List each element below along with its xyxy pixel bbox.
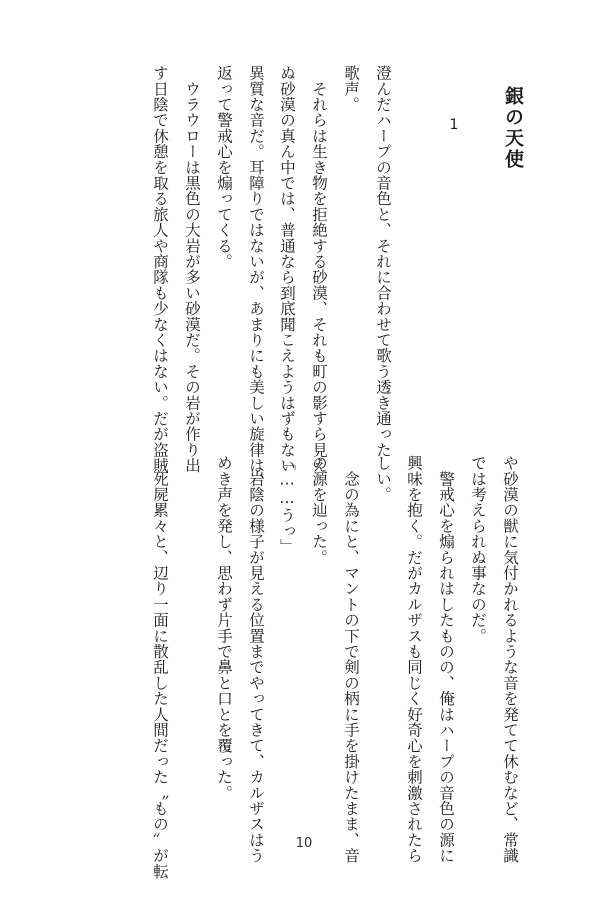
text-line-bottom-2: では考えられぬ事なのだ。	[469, 455, 487, 644]
text-line-top-4: ぬ砂漠の真ん中では、普通なら到底聞こえようはずもない	[278, 65, 296, 474]
page-title: 銀の天使	[502, 86, 524, 170]
text-line-bottom-7: の源を辿った。	[310, 455, 328, 565]
text-line-bottom-10: めき声を発し、思わず片手で鼻と口とを覆った。	[215, 455, 233, 801]
text-line-top-3: それらは生き物を拒絶する砂漠、それも町の影すら見え	[310, 65, 328, 474]
text-line-bottom-3: 警戒心を煽られはしたものの、俺はハープの音色の源に	[437, 455, 455, 864]
text-line-top-5: 異質な音だ。耳障りではないが、あまりにも美しい旋律は、	[247, 65, 265, 489]
text-line-top-8: す日陰で休憩を取る旅人や商隊も少なくはない。だが盗賊	[151, 65, 169, 474]
text-line-bottom-8: 「……うっ」	[278, 455, 296, 555]
text-line-bottom-6: 念の為にと、マントの下で剣の柄に手を掛けたまま、音	[342, 455, 360, 864]
text-line-bottom-11: 死屍累々と、辺り一面に散乱した人間だった〝もの〟が転	[151, 455, 169, 879]
text-line-top-7: ウラウローは黒色の大岩が多い砂漠だ。その岩が作り出	[183, 65, 201, 474]
text-line-bottom-5: しい。	[374, 455, 392, 503]
text-line-top-1: 澄んだハープの音色と、それに合わせて歌う透き通った	[374, 65, 392, 458]
page-number: 10	[295, 836, 313, 851]
text-line-bottom-4: 興味を抱く。だがカルザスも同じく好奇心を刺激されたら	[405, 455, 423, 864]
text-line-top-6: 返って警戒心を煽ってくる。	[215, 65, 233, 270]
text-line-top-2: 歌声。	[342, 65, 360, 113]
chapter-number: 1	[446, 117, 462, 134]
text-line-bottom-9: 岩陰の様子が見える位置までやってきて、カルザスはう	[247, 455, 265, 864]
text-line-bottom-1: や砂漠の獣に気付かれるような音を発てて休むなど、常識	[501, 455, 519, 864]
